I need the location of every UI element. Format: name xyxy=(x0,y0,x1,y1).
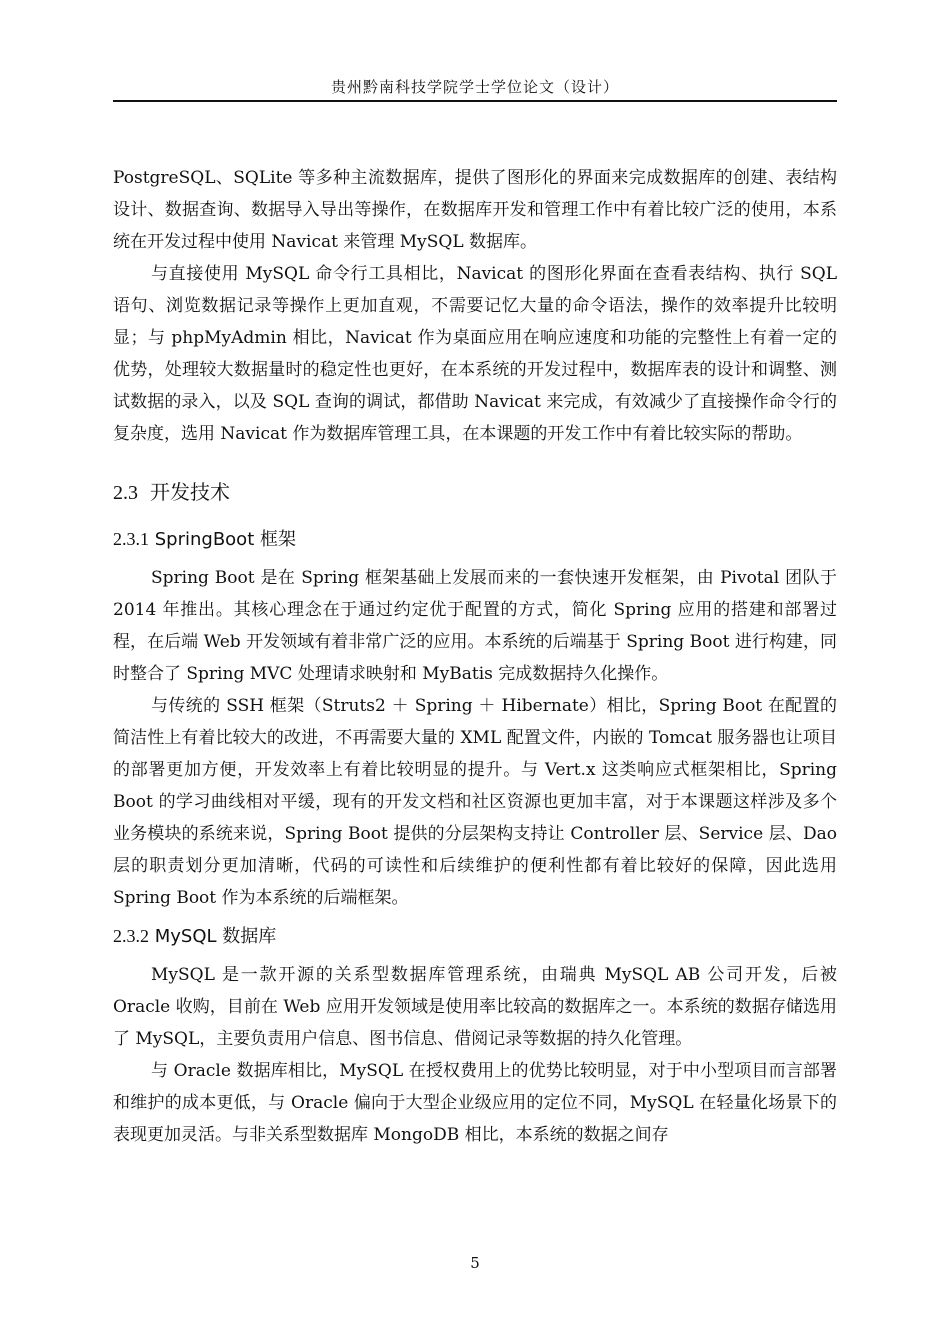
subsection-title: SpringBoot 框架 xyxy=(154,529,296,550)
subsection-heading-2-3-2 xyxy=(113,920,837,953)
paragraph-mysql-2: 与 Oracle 数据库相比，MySQL 在授权费用上的优势比较明显，对于中小型项目而言部署和维护的成本更低，与 Oracle 偏向于大型企业级应用的定位不同，MySQL 在轻量化场景下的表现更加灵活。与非关系型数据库 MongoDB 相比，本系统的数据之间存 xyxy=(113,1061,837,1145)
running-header: 贵州黔南科技学院学士学位论文（设计） xyxy=(330,78,619,96)
header-rule xyxy=(113,100,837,102)
paragraph-springboot-2: 与传统的 SSH 框架（Struts2 ＋ Spring ＋ Hibernate）相比，Spring Boot 在配置的简洁性上有着比较大的改进，不再需要大量的 XML 配置文件，内嵌的 Tomcat 服务器也让项目的部署更加方便，开发效率上有着比较明显的提升。与 Vert.x 这类响应式框架相比，Spring Boot 的学习曲线相对平缓，现有的开发文档和社区资源也更加丰富，对于本课题这样涉及多个业务模块的系统来说，Spring Boot 提供的分层架构支持让 Controller 层、Service 层、Dao 层的职责划分更加清晰，代码的可读性和后续维护的便利性都有着比较好的保障，因此选用 Spring Boot 作为本系统的后端框架。 xyxy=(113,696,837,908)
page-body xyxy=(113,162,837,1151)
paragraph-intro-2: 与直接使用 MySQL 命令行工具相比，Navicat 的图形化界面在查看表结构、执行 SQL 语句、浏览数据记录等操作上更加直观，不需要记忆大量的命令语法，操作的效率提升比较明显；与 phpMyAdmin 相比，Navicat 作为桌面应用在响应速度和功能的完整性上有着一定的优势，处理较大数据量时的稳定性也更好，在本系统的开发过程中，数据库表的设计和调整、测试数据的录入，以及 SQL 查询的调试，都借助 Navicat 来完成，有效减少了直接操作命令行的复杂度，选用 Navicat 作为数据库管理工具，在本课题的开发工作中有着比较实际的帮助。 xyxy=(113,264,837,444)
subsection-number: 2.3.2 xyxy=(113,926,149,946)
section-heading-2-3 xyxy=(113,476,837,509)
subsection-title: MySQL 数据库 xyxy=(154,926,277,947)
section-title: 开发技术 xyxy=(150,480,230,504)
section-number: 2.3 xyxy=(113,482,138,504)
subsection-heading-2-3-1 xyxy=(113,523,837,556)
paragraph-mysql-1: MySQL 是一款开源的关系型数据库管理系统，由瑞典 MySQL AB 公司开发，后被 Oracle 收购，目前在 Web 应用开发领域是使用率比较高的数据库之一。本系统的数据存储选用了 MySQL，主要负责用户信息、图书信息、借阅记录等数据的持久化管理。 xyxy=(113,965,837,1049)
paragraph-springboot-1: Spring Boot 是在 Spring 框架基础上发展而来的一套快速开发框架，由 Pivotal 团队于 2014 年推出。其核心理念在于通过约定优于配置的方式，简化 Spring 应用的搭建和部署过程，在后端 Web 开发领域有着非常广泛的应用。本系统的后端基于 Spring Boot 进行构建，同时整合了 Spring MVC 处理请求映射和 MyBatis 完成数据持久化操作。 xyxy=(113,568,837,684)
paragraph-intro-1: PostgreSQL、SQLite 等多种主流数据库，提供了图形化的界面来完成数据库的创建、表结构设计、数据查询、数据导入导出等操作，在数据库开发和管理工作中有着比较广泛的使用，本系统在开发过程中使用 Navicat 来管理 MySQL 数据库。 xyxy=(113,168,837,252)
page-number: 5 xyxy=(470,1254,480,1272)
subsection-number: 2.3.1 xyxy=(113,529,149,549)
